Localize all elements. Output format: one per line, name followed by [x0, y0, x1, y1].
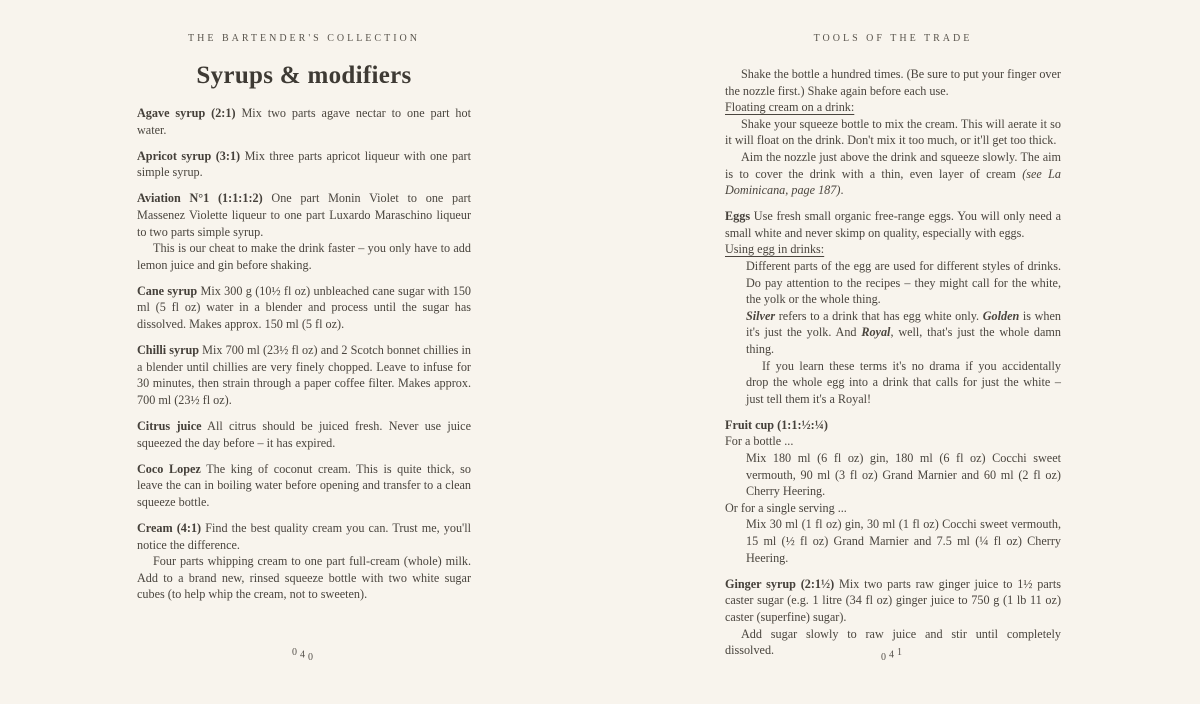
entry-text: All citrus should be juiced fresh. Never use juice squeezed the day before – it has expired. — [137, 419, 472, 450]
entry-term: Aviation N°1 (1:1:1:2) — [137, 191, 263, 206]
folio-digit: 4 — [889, 649, 897, 661]
label-single-serving: Or for a single serving ... — [725, 500, 847, 515]
para-nozzle-aim — [725, 149, 1061, 199]
para-text: refers to a drink that has egg white only. — [775, 308, 983, 323]
entry-paragraph — [137, 520, 471, 553]
entry-ginger-syrup — [725, 576, 1061, 626]
page-number-right — [725, 647, 1061, 663]
entry-text: Mix three parts apricot liqueur with one part simple syrup. — [137, 148, 471, 180]
entry-text: Find the best quality cream you can. Trust me, you'll notice the difference. — [137, 520, 471, 552]
entry-text: Mix 300 g (10½ fl oz) unbleached cane sugar with 150 ml (5 fl oz) water in a blender and process until the sugar has dissolved. Makes approx. 150 ml (5 fl oz). — [137, 283, 472, 332]
para-royal-tip: If you learn these terms it's no drama if you accidentally drop the whole egg into a drink that calls for just the white – just tell them it's a Royal! — [746, 358, 1061, 406]
entry-text: Mix 700 ml (23½ fl oz) and 2 Scotch bonnet chillies in a blender until chillies are very finely chopped. Leave to infuse for 30 minutes, then strain through a paper coffee filter. Makes approx. 700 ml (23½ fl oz). — [137, 343, 471, 407]
left-column — [137, 105, 471, 612]
entry-apricot-syrup — [137, 148, 471, 181]
entry-paragraph — [137, 148, 471, 181]
entry-cane-syrup — [137, 283, 471, 333]
entry-paragraph — [137, 190, 471, 240]
right-column — [725, 66, 1061, 659]
entry-term: Eggs — [725, 209, 751, 224]
entry-term: Apricot syrup (3:1) — [137, 148, 241, 163]
entry-term: Citrus juice — [137, 419, 202, 433]
entry-term: Cane syrup — [137, 283, 198, 298]
para-single-mix: Mix 30 ml (1 fl oz) gin, 30 ml (1 fl oz) Cocchi sweet vermouth, 15 ml (½ fl oz) Grand Marnier and 7.5 ml (¼ fl oz) Cherry Heering. — [746, 517, 1061, 565]
para-shake-bottle: Shake the bottle a hundred times. (Be sure to put your finger over the nozzle first.) Shake again before each use. — [725, 67, 1061, 98]
folio-digit: 4 — [300, 649, 308, 661]
entry-text: Mix two parts agave nectar to one part hot water. — [137, 106, 471, 137]
heading-fruit-cup — [725, 417, 1061, 434]
entry-chilli-syrup — [137, 342, 471, 408]
entry-paragraph — [137, 461, 471, 511]
para-ginger-dissolve: Add sugar slowly to raw juice and stir until completely dissolved. — [725, 626, 1061, 658]
subhead-floating-cream: Floating cream on a drink: — [725, 100, 855, 115]
para-egg-parts: Different parts of the egg are used for different styles of drinks. Do pay attention to the recipes – they might call for the white, the yolk or the whole thing. — [746, 259, 1061, 307]
folio-digit: 1 — [897, 647, 905, 658]
entry-extra-paragraph: This is our cheat to make the drink faster – you only have to add lemon juice and gin before shaking. — [137, 241, 471, 272]
entry-term: Chilli syrup — [137, 343, 200, 358]
page-title: Syrups & modifiers — [196, 62, 412, 89]
para-text: . — [840, 183, 844, 198]
entry-cream — [137, 520, 471, 603]
para-bottle-mix: Mix 180 ml (6 fl oz) gin, 180 ml (6 fl oz) Cocchi sweet vermouth, 90 ml (3 fl oz) Grand Marnier and 60 ml (2 fl oz) Cherry Heering. — [746, 451, 1061, 499]
cross-reference: (see La Dominicana, page 187) — [725, 166, 1061, 198]
para-text: Aim the nozzle just above the drink and squeeze slowly. The aim is to cover the drink with a thin, even layer of cream — [725, 149, 1061, 181]
folio-digit: 0 — [881, 652, 889, 663]
page-number-left — [137, 647, 471, 663]
left-page — [137, 0, 471, 704]
entry-paragraph — [137, 283, 471, 333]
para-text: , well, that's just the whole damn thing. — [746, 325, 1061, 356]
entry-agave-syrup — [137, 105, 471, 138]
running-header-right: TOOLS OF THE TRADE — [813, 33, 973, 44]
entry-text: Mix two parts raw ginger juice to 1½ parts caster sugar (e.g. 1 litre (34 fl oz) ginger juice to 750 g (1 lb 11 oz) caster (superfine) sugar). — [725, 576, 1061, 624]
term-royal: Royal — [861, 325, 891, 340]
running-header-left: THE BARTENDER'S COLLECTION — [188, 33, 420, 44]
entry-coco-lopez — [137, 461, 471, 511]
entry-aviation-no1 — [137, 190, 471, 273]
entry-paragraph — [137, 105, 471, 138]
para-aerate-cream: Shake your squeeze bottle to mix the cream. This will aerate it so it will float on the drink. Don't mix it too much, or it'll get too thick. — [725, 116, 1061, 148]
para-text: is when it's just the yolk. And — [746, 308, 1061, 340]
term-golden: Golden — [982, 308, 1020, 323]
entry-text: One part Monin Violet to one part Massenez Violette liqueur to one part Luxardo Maraschino liqueur to two parts simple syrup. — [137, 191, 471, 239]
entry-eggs — [725, 208, 1061, 241]
entry-text: The king of coconut cream. This is quite thick, so leave the can in boiling water before opening and transfer to a clean squeeze bottle. — [137, 461, 472, 509]
entry-citrus-juice — [137, 418, 471, 451]
entry-term: Fruit cup (1:1:½:¼) — [725, 417, 828, 432]
entry-text: Use fresh small organic free-range eggs. You will only need a small white and never skimp on quality, especially with eggs. — [725, 209, 1061, 240]
subhead-using-egg: Using egg in drinks: — [725, 242, 825, 257]
para-silver-golden-royal — [725, 308, 1061, 358]
entry-extra-paragraph: Four parts whipping cream to one part full-cream (whole) milk. Add to a brand new, rinsed squeeze bottle with two white sugar cubes (to help whip the cream, not to sweeten). — [137, 554, 471, 602]
entry-paragraph — [137, 418, 471, 451]
entry-term: Agave syrup (2:1) — [137, 106, 236, 120]
folio-digit: 0 — [308, 652, 316, 663]
term-silver: Silver — [746, 308, 776, 323]
entry-paragraph — [137, 342, 471, 408]
entry-term: Coco Lopez — [137, 461, 201, 476]
entry-term: Ginger syrup (2:1½) — [725, 576, 835, 591]
folio-digit: 0 — [292, 647, 300, 658]
entry-term: Cream (4:1) — [137, 520, 202, 535]
right-page — [725, 0, 1061, 704]
label-for-a-bottle: For a bottle ... — [725, 434, 794, 449]
